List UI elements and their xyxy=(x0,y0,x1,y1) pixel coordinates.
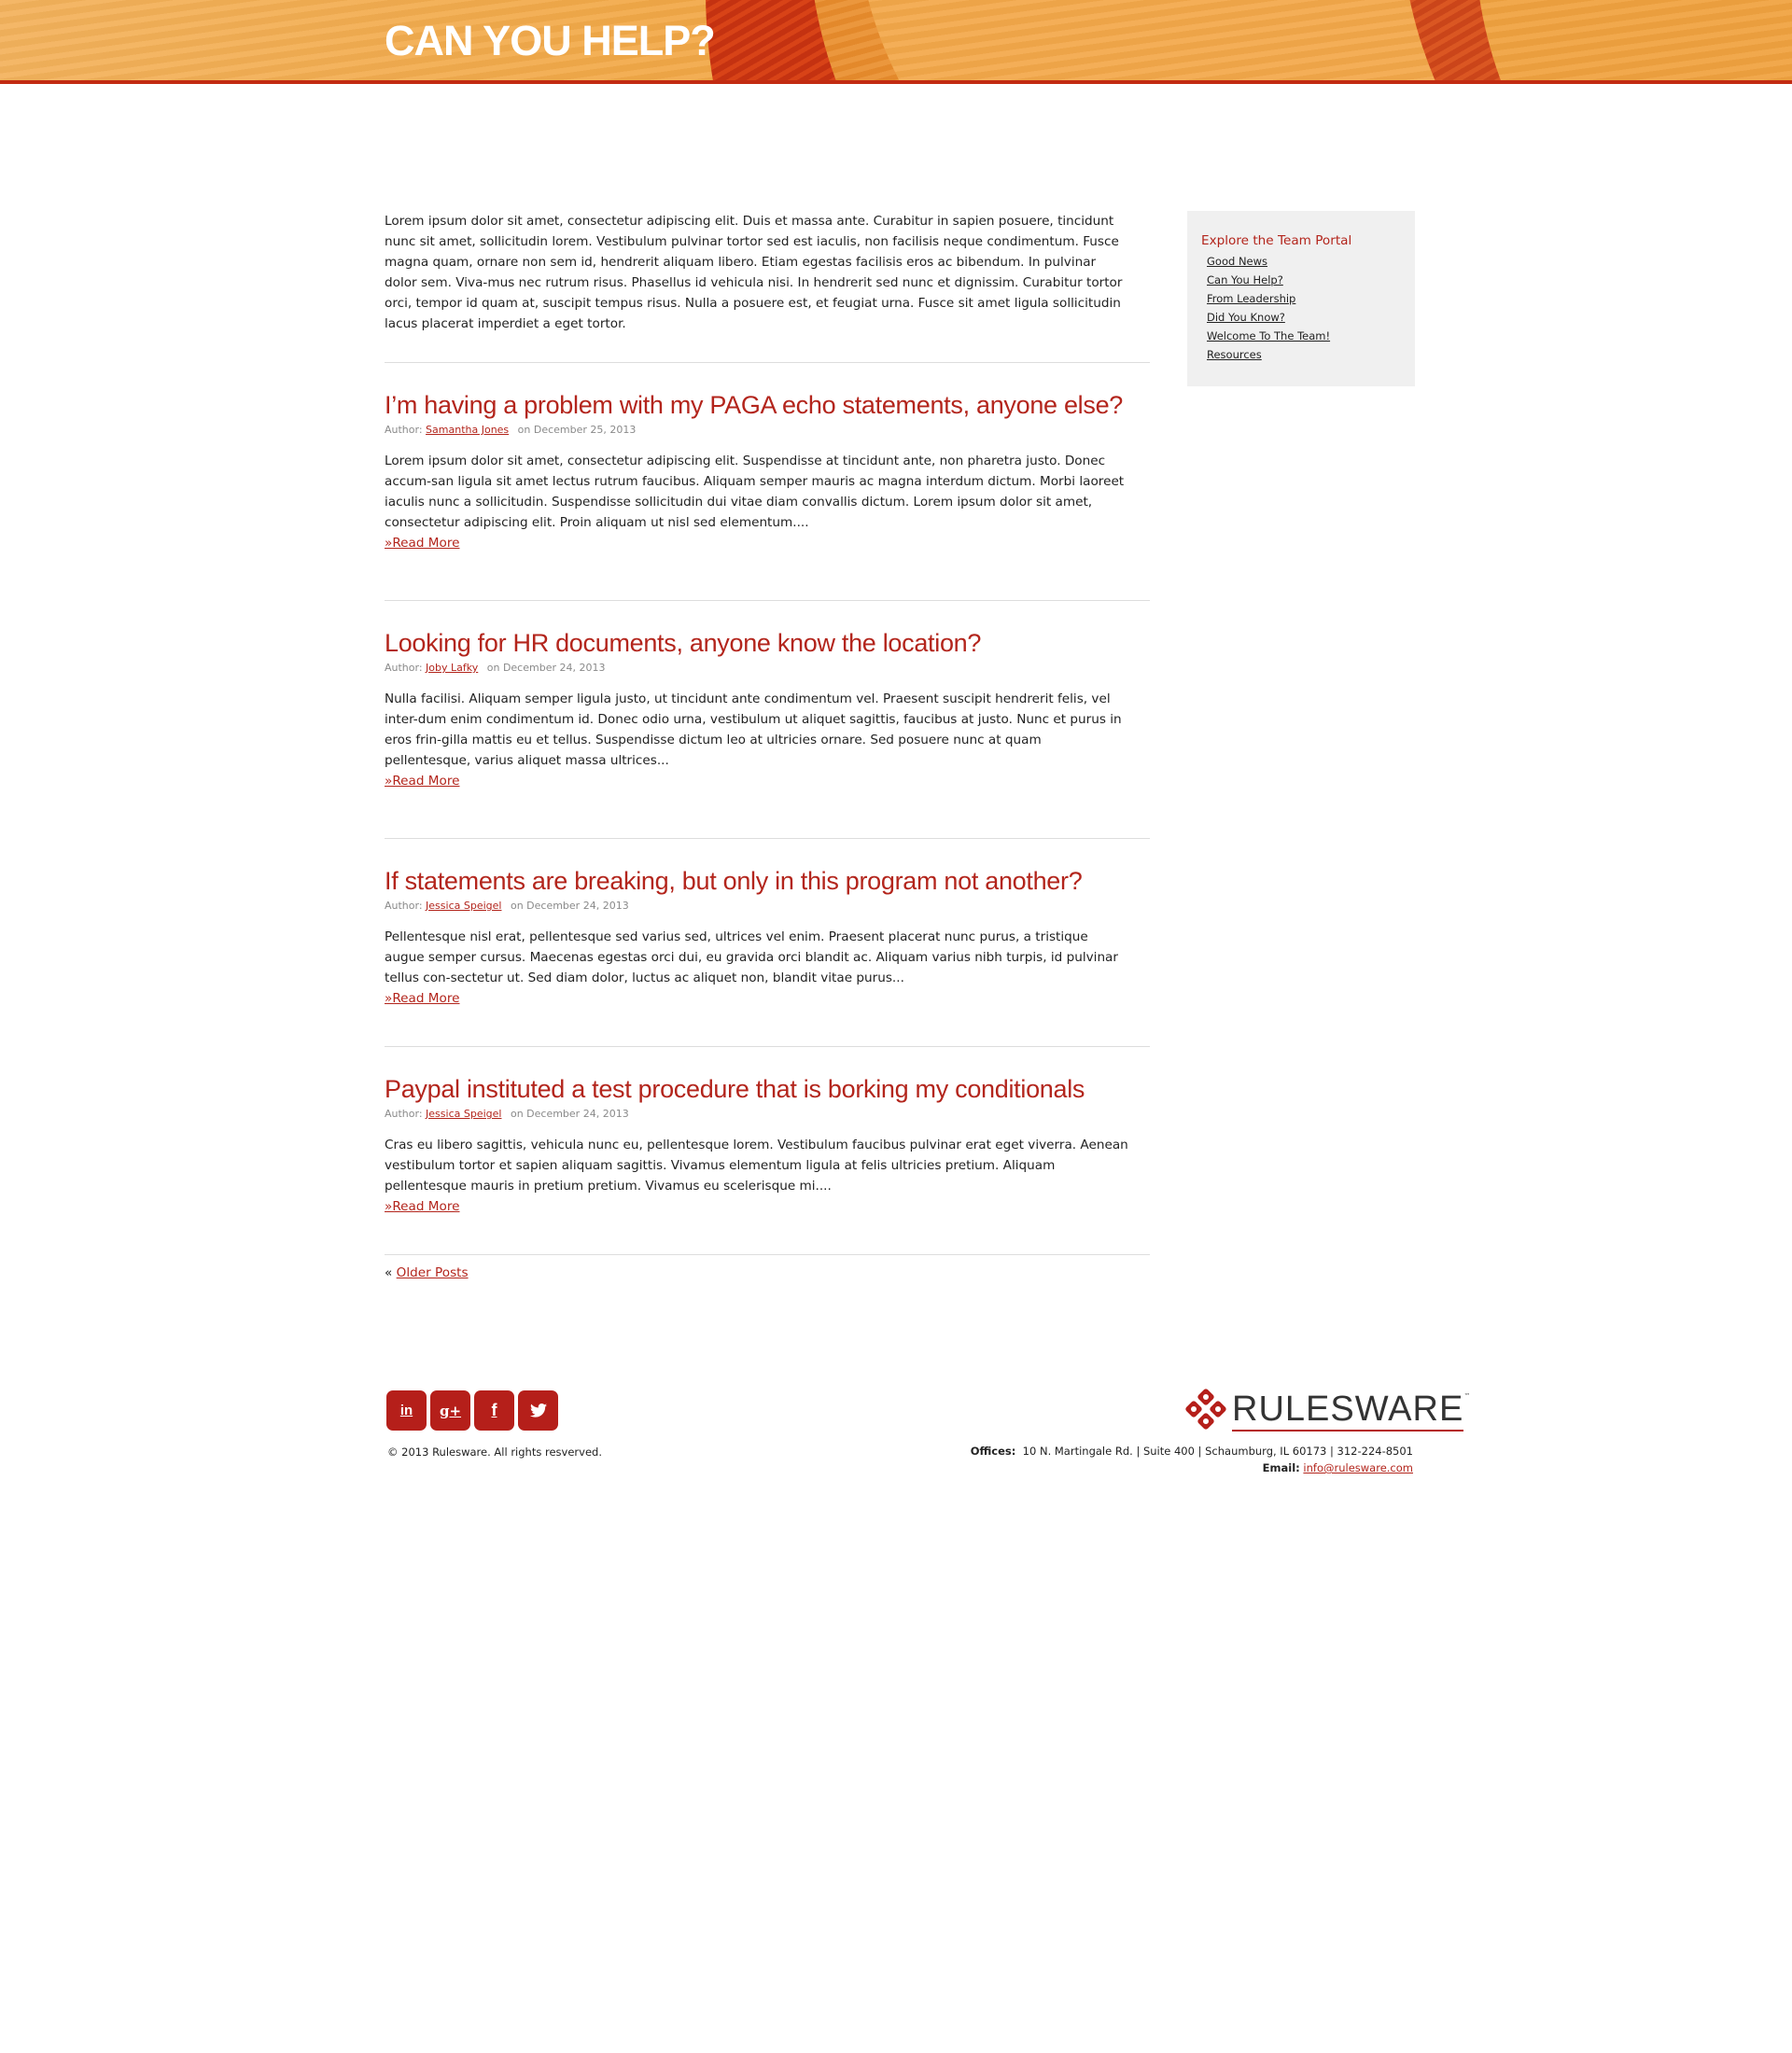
sidebar xyxy=(1187,211,1415,386)
post-excerpt: Cras eu libero sagittis, vehicula nunc eu, pellentesque lorem. Vestibulum faucibus pulvinar erat eget viverra. Aenean vestibulum tortor et sapien aliquam sagittis. Vivamus elementum ligula at felis ultricies pretium. Aliquam pellentesque mauris in pretium pretium. Vivamus eu scelerisque mi.... xyxy=(385,1138,1128,1194)
read-more-link[interactable]: »Read More xyxy=(385,774,460,789)
post-date: on December 24, 2013 xyxy=(486,662,606,674)
email-line xyxy=(840,1459,1413,1476)
linkedin-button[interactable] xyxy=(386,1390,427,1431)
twitter-icon xyxy=(530,1404,547,1418)
post-title[interactable]: Paypal instituted a test procedure that is borking my conditionals xyxy=(385,1075,1085,1103)
post-excerpt: Lorem ipsum dolor sit amet, consectetur adipiscing elit. Suspendisse at tincidunt ante, non pharetra justo. Donec accum-san ligula sit amet lectus rutrum faucibus. Aliquam semper mauris ac magna interdum dictum. Morbi laoreet iaculis nunc a sollicitudin. Suspendisse sollicitudin dui vitae diam convallis dictum. Lorem ipsum dolor sit amet, consectetur adipiscing elit. Proin aliquam ut nisl sed elementum.... xyxy=(385,454,1125,530)
email-link[interactable]: info@rulesware.com xyxy=(1303,1461,1413,1474)
post-date: on December 24, 2013 xyxy=(510,900,629,912)
post-date: on December 24, 2013 xyxy=(510,1108,629,1120)
logo-trademark: ™ xyxy=(1463,1392,1471,1400)
pagination xyxy=(385,1263,1150,1283)
intro-text: Lorem ipsum dolor sit amet, consectetur adipiscing elit. Duis et massa ante. Curabitur in sapien posuere, tincidunt nunc sit amet, sollicitudin lorem. Vestibulum pulvinar tortor sed est iaculis, non facilisis neque condimentum. Fusce magna quam, ornare non sem id, hendrerit aliquam libero. Etiam egestas facilisis eros ac bibendum. In pulvinar dolor sem. Viva-mus nec rutrum risus. Phasellus id vehicula nisi. In hendrerit sed nunc et dignissim. Curabitur tortor orci, tempor id quam at, suscipit tempus risus. Nulla a posuere est, et feugiat urna. Fusce sit amet ligula sollicitudin lacus placerat imperdiet a eget tortor. xyxy=(385,214,1123,331)
sidebar-title: Explore the Team Portal xyxy=(1201,233,1352,248)
divider xyxy=(385,1046,1150,1047)
author-label: Author: xyxy=(385,424,423,436)
page-title: CAN YOU HELP? xyxy=(385,17,715,64)
author-link[interactable]: Jessica Speigel xyxy=(426,1108,502,1120)
post-meta xyxy=(385,899,1150,914)
read-more-link[interactable]: »Read More xyxy=(385,1199,460,1214)
divider xyxy=(385,1254,1150,1255)
sidebar-item-from-leadership[interactable]: From Leadership xyxy=(1207,292,1296,305)
author-label: Author: xyxy=(385,900,423,912)
post xyxy=(385,865,1150,1009)
author-label: Author: xyxy=(385,1108,423,1120)
page-banner xyxy=(0,0,1792,84)
sidebar-item-welcome[interactable]: Welcome To The Team! xyxy=(1207,329,1331,342)
facebook-button[interactable] xyxy=(474,1390,514,1431)
sidebar-item-resources[interactable]: Resources xyxy=(1207,348,1262,361)
rulesware-logo[interactable] xyxy=(1185,1389,1470,1430)
post-title[interactable]: Looking for HR documents, anyone know the location? xyxy=(385,629,982,657)
author-link[interactable]: Samantha Jones xyxy=(426,424,510,436)
email-label: Email: xyxy=(1262,1461,1300,1474)
post-excerpt: Pellentesque nisl erat, pellentesque sed varius sed, ultrices vel enim. Praesent placerat nunc purus, a tristique augue semper cursus. Maecenas egestas orci dui, eu gravida orci blandit ac. Aliquam varius nibh turpis, id pulvinar tellus con-sectetur ut. Sed diam dolor, luctus ac aliquet non, blandit vitae purus... xyxy=(385,929,1118,985)
post-excerpt: Nulla facilisi. Aliquam semper ligula justo, ut tincidunt ante condimentum vel. Praesent suscipit hendrerit felis, vel inter-dum enim condimentum id. Donec odio urna, vestibulum ut aliquet sagittis, faucibus at justo. Nunc et purus in eros frin-gilla mattis eu et tellus. Suspendisse dictum leo at ultricies ornare. Sed posuere nunc at quam pellentesque, varius aliquet massa ultrices... xyxy=(385,691,1122,768)
facebook-icon: f xyxy=(491,1401,497,1419)
linkedin-icon: in xyxy=(399,1403,413,1418)
post-title[interactable]: If statements are breaking, but only in this program not another? xyxy=(385,867,1083,895)
sidebar-nav xyxy=(1201,252,1400,364)
older-posts-link[interactable]: Older Posts xyxy=(396,1265,469,1280)
sidebar-item-good-news[interactable]: Good News xyxy=(1207,255,1268,268)
author-link[interactable]: Joby Lafky xyxy=(426,662,479,674)
copyright: © 2013 Rulesware. All rights resverved. xyxy=(387,1445,602,1459)
pagination-prefix: « xyxy=(385,1265,393,1280)
twitter-button[interactable] xyxy=(518,1390,558,1431)
read-more-link[interactable]: »Read More xyxy=(385,991,460,1006)
google-plus-button[interactable] xyxy=(430,1390,470,1431)
main-content xyxy=(385,211,1150,1283)
offices-line xyxy=(840,1443,1413,1459)
post-date: on December 25, 2013 xyxy=(517,424,637,436)
logo-text: RULESWARE xyxy=(1232,1390,1464,1429)
post-meta xyxy=(385,423,1150,438)
post xyxy=(385,389,1150,553)
post-meta xyxy=(385,1107,1150,1122)
post xyxy=(385,1073,1150,1217)
divider xyxy=(385,362,1150,363)
social-links xyxy=(386,1390,558,1431)
read-more-link[interactable]: »Read More xyxy=(385,536,460,551)
post-meta xyxy=(385,661,1150,676)
sidebar-item-did-you-know[interactable]: Did You Know? xyxy=(1207,311,1285,324)
rulesware-logo-icon xyxy=(1185,1389,1226,1430)
offices-address: 10 N. Martingale Rd. | Suite 400 | Schaumburg, IL 60173 | 312-224-8501 xyxy=(1022,1445,1413,1458)
sidebar-item-can-you-help[interactable]: Can You Help? xyxy=(1207,273,1283,286)
offices-label: Offices: xyxy=(970,1445,1016,1458)
author-label: Author: xyxy=(385,662,423,674)
divider xyxy=(385,838,1150,839)
post xyxy=(385,627,1150,791)
post-title[interactable]: I’m having a problem with my PAGA echo statements, anyone else? xyxy=(385,391,1124,419)
author-link[interactable]: Jessica Speigel xyxy=(426,900,502,912)
google-plus-icon: g+ xyxy=(439,1402,462,1419)
divider xyxy=(385,600,1150,601)
